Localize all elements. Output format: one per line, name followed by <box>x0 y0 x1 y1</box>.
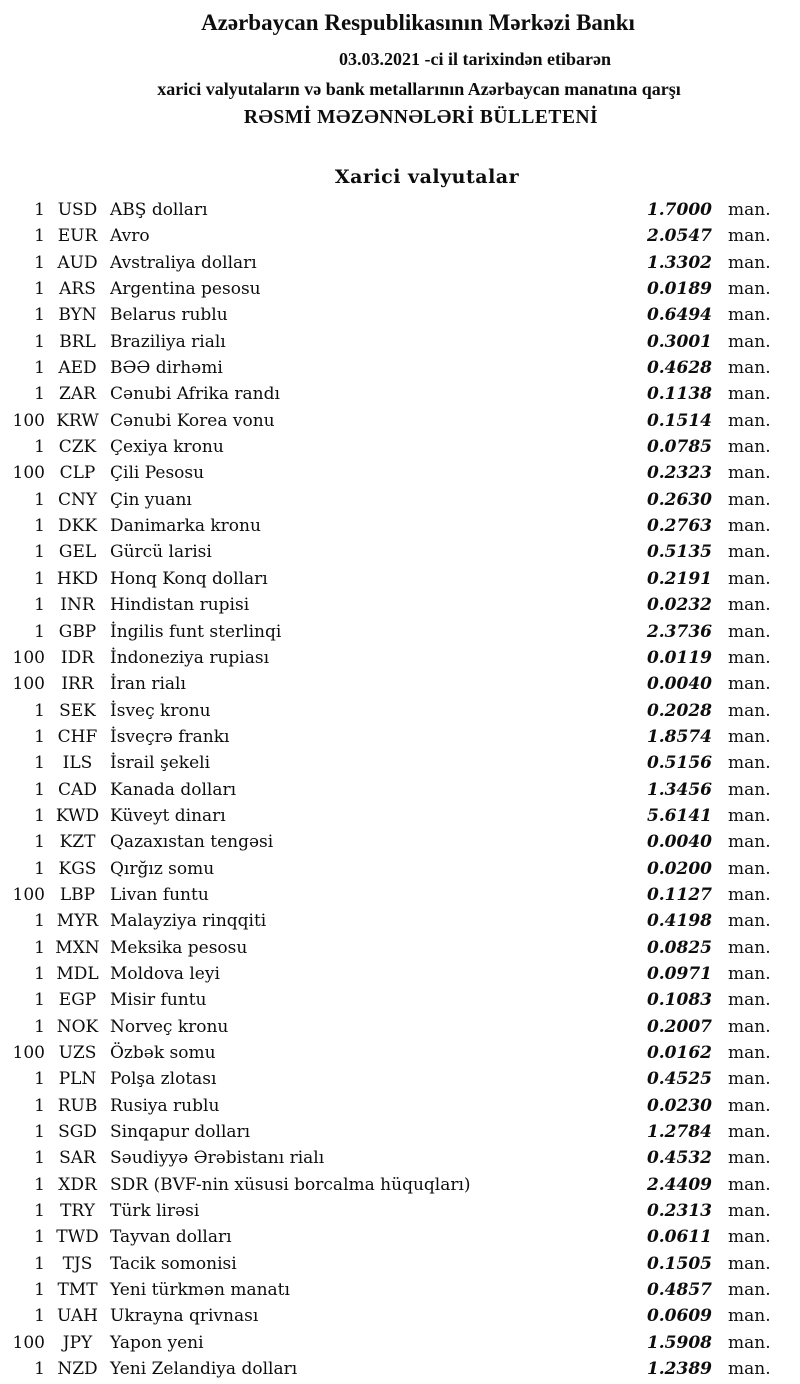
rate-value-cell: 0.4525 <box>646 1069 712 1090</box>
currency-code-cell: GEL <box>58 542 97 563</box>
table-row <box>0 250 800 276</box>
currency-name-cell: Hindistan rupisi <box>110 595 250 616</box>
rate-value-cell: 0.0162 <box>646 1043 712 1063</box>
currency-name-cell: Yeni türkmən manatı <box>110 1280 290 1301</box>
unit-cell: man. <box>728 595 771 616</box>
currency-code-cell: NOK <box>56 1016 99 1037</box>
table-row <box>0 355 800 381</box>
currency-name-cell: Misir funtu <box>110 990 207 1011</box>
currency-code-cell: CHF <box>57 726 98 747</box>
bulletin-title: RƏSMİ MƏZƏNNƏLƏRİ BÜLLETENİ <box>243 107 599 128</box>
quantity-cell: 1 <box>34 779 45 800</box>
currency-code-cell: LBP <box>59 884 96 905</box>
currency-code-cell: TMT <box>57 1280 98 1301</box>
unit-cell: man. <box>728 1280 771 1301</box>
unit-cell: man. <box>728 516 771 537</box>
quantity-cell: 100 <box>12 647 45 668</box>
table-row <box>0 1172 800 1198</box>
unit-cell: man. <box>728 1227 771 1248</box>
quantity-cell: 1 <box>34 911 45 932</box>
unit-cell: man. <box>728 1332 771 1353</box>
currency-name-cell: Argentina pesosu <box>110 279 261 300</box>
currency-name-cell: Malayziya rinqqiti <box>110 911 267 932</box>
rate-value-cell: 0.0040 <box>646 674 712 695</box>
currency-code-cell: IRR <box>61 674 94 695</box>
quantity-cell: 100 <box>12 410 45 431</box>
unit-cell: man. <box>728 252 771 273</box>
currency-code-cell: INR <box>60 595 95 616</box>
quantity-cell: 1 <box>34 331 45 352</box>
quantity-cell: 1 <box>34 963 45 984</box>
currency-name-cell: İran rialı <box>110 674 186 695</box>
table-row <box>0 777 800 803</box>
page-title: Azərbaycan Respublikasının Mərkəzi Bankı <box>201 10 635 35</box>
currency-name-cell: Ukrayna qrivnası <box>110 1306 259 1327</box>
currency-name-cell: Avro <box>110 226 150 247</box>
rate-value-cell: 0.0785 <box>646 437 712 458</box>
rate-value-cell: 0.2313 <box>646 1201 712 1222</box>
table-row <box>0 1198 800 1224</box>
quantity-cell: 1 <box>34 305 45 326</box>
section-title-foreign-currencies: Xarici valyutalar <box>334 166 520 188</box>
quantity-cell: 1 <box>34 990 45 1011</box>
currency-code-cell: KZT <box>59 832 96 853</box>
table-row <box>0 908 800 934</box>
currency-code-cell: CAD <box>58 779 97 800</box>
currency-code-cell: DKK <box>57 516 98 537</box>
rate-value-cell: 1.3456 <box>646 779 712 800</box>
currency-code-cell: UAH <box>57 1306 98 1327</box>
currency-code-cell: XDR <box>58 1174 97 1195</box>
currency-name-cell: Özbək somu <box>110 1043 216 1063</box>
table-row <box>0 197 800 223</box>
unit-cell: man. <box>728 779 771 800</box>
rate-value-cell: 0.0119 <box>646 647 712 668</box>
rate-value-cell: 2.3736 <box>646 621 712 642</box>
currency-name-cell: İsrail şekeli <box>110 753 210 774</box>
table-row <box>0 829 800 855</box>
currency-code-cell: JPY <box>62 1332 93 1353</box>
currency-name-cell: Küveyt dinarı <box>110 805 226 826</box>
unit-cell: man. <box>728 437 771 458</box>
rate-value-cell: 0.2763 <box>646 516 712 537</box>
quantity-cell: 1 <box>34 384 45 405</box>
rate-value-cell: 0.5156 <box>646 753 712 774</box>
currency-code-cell: BYN <box>58 305 97 326</box>
rate-value-cell: 2.0547 <box>646 226 712 247</box>
currency-name-cell: Honq Konq dolları <box>110 568 268 589</box>
unit-cell: man. <box>728 542 771 563</box>
rate-value-cell: 0.0825 <box>646 937 712 958</box>
rate-value-cell: 0.1514 <box>646 410 712 431</box>
unit-cell: man. <box>728 1306 771 1327</box>
rate-value-cell: 1.2784 <box>646 1122 712 1143</box>
currency-code-cell: HKD <box>56 568 99 589</box>
rate-value-cell: 0.0971 <box>646 963 712 984</box>
quantity-cell: 1 <box>34 358 45 379</box>
unit-cell: man. <box>728 647 771 668</box>
quantity-cell: 1 <box>34 1095 45 1116</box>
currency-name-cell: ABŞ dolları <box>110 200 208 220</box>
table-row <box>0 882 800 908</box>
unit-cell: man. <box>728 700 771 721</box>
unit-cell: man. <box>728 726 771 747</box>
quantity-cell: 1 <box>34 1201 45 1222</box>
currency-code-cell: SEK <box>59 700 96 721</box>
currency-name-cell: Kanada dolları <box>110 779 237 800</box>
currency-name-cell: Türk lirəsi <box>110 1201 200 1222</box>
unit-cell: man. <box>728 305 771 326</box>
currency-name-cell: Yapon yeni <box>110 1332 204 1353</box>
quantity-cell: 1 <box>34 1148 45 1169</box>
rate-value-cell: 1.7000 <box>646 200 712 220</box>
currency-code-cell: RUB <box>57 1095 98 1116</box>
unit-cell: man. <box>728 858 771 879</box>
table-row <box>0 856 800 882</box>
quantity-cell: 100 <box>12 1332 45 1353</box>
currency-name-cell: Çili Pesosu <box>110 463 205 484</box>
unit-cell: man. <box>728 990 771 1011</box>
unit-cell: man. <box>728 621 771 642</box>
table-row <box>0 1014 800 1040</box>
quantity-cell: 1 <box>34 279 45 300</box>
quantity-cell: 1 <box>34 1227 45 1248</box>
table-row <box>0 539 800 565</box>
rate-value-cell: 0.0230 <box>646 1095 712 1116</box>
currency-name-cell: BƏƏ dirhəmi <box>110 358 223 379</box>
rate-value-cell: 0.4628 <box>646 358 712 379</box>
table-row <box>0 671 800 697</box>
quantity-cell: 1 <box>34 858 45 879</box>
unit-cell: man. <box>728 1122 771 1143</box>
table-row <box>0 329 800 355</box>
currency-code-cell: TRY <box>60 1201 95 1222</box>
table-row <box>0 1356 800 1382</box>
rate-value-cell: 1.2389 <box>646 1359 712 1380</box>
currency-code-cell: AED <box>58 358 97 379</box>
table-row <box>0 935 800 961</box>
currency-name-cell: Braziliya rialı <box>110 331 226 352</box>
rate-value-cell: 0.2630 <box>646 489 712 510</box>
quantity-cell: 1 <box>34 568 45 589</box>
currency-code-cell: ILS <box>62 753 93 774</box>
currency-name-cell: Cənubi Korea vonu <box>110 410 275 431</box>
exchange-rates-table <box>0 197 800 1382</box>
unit-cell: man. <box>728 911 771 932</box>
currency-name-cell: Norveç kronu <box>110 1016 229 1037</box>
currency-name-cell: İndoneziya rupiası <box>110 647 270 668</box>
rate-value-cell: 0.2191 <box>646 568 712 589</box>
currency-name-cell: Gürcü larisi <box>110 542 212 563</box>
rate-value-cell: 1.3302 <box>646 252 712 273</box>
currency-name-cell: Qazaxıstan tengəsi <box>110 832 274 853</box>
rate-value-cell: 0.1083 <box>646 990 712 1011</box>
currency-name-cell: Danimarka kronu <box>110 516 261 537</box>
currency-name-cell: SDR (BVF-nin xüsusi borcalma hüquqları) <box>110 1174 471 1195</box>
unit-cell: man. <box>728 832 771 853</box>
unit-cell: man. <box>728 279 771 300</box>
quantity-cell: 1 <box>34 832 45 853</box>
currency-name-cell: Cənubi Afrika randı <box>110 384 280 405</box>
table-row <box>0 724 800 750</box>
quantity-cell: 1 <box>34 1016 45 1037</box>
unit-cell: man. <box>728 753 771 774</box>
currency-name-cell: Səudiyyə Ərəbistanı rialı <box>110 1148 325 1169</box>
quantity-cell: 1 <box>34 1122 45 1143</box>
quantity-cell: 1 <box>34 937 45 958</box>
currency-code-cell: KRW <box>56 410 99 431</box>
currency-name-cell: İsveçrə frankı <box>110 726 230 747</box>
rate-value-cell: 0.0200 <box>646 858 712 879</box>
unit-cell: man. <box>728 1069 771 1090</box>
quantity-cell: 1 <box>34 753 45 774</box>
rate-value-cell: 0.4857 <box>646 1280 712 1301</box>
quantity-cell: 1 <box>34 595 45 616</box>
table-row <box>0 987 800 1013</box>
unit-cell: man. <box>728 226 771 247</box>
currency-name-cell: İsveç kronu <box>110 700 211 721</box>
table-row <box>0 381 800 407</box>
rate-value-cell: 0.4198 <box>646 911 712 932</box>
rate-value-cell: 0.6494 <box>646 305 712 326</box>
currency-code-cell: NZD <box>57 1359 98 1380</box>
currency-name-cell: Moldova leyi <box>110 963 220 984</box>
table-row <box>0 961 800 987</box>
currency-code-cell: USD <box>57 200 98 220</box>
quantity-cell: 1 <box>34 1359 45 1380</box>
currency-name-cell: Belarus rublu <box>110 305 228 326</box>
table-row <box>0 592 800 618</box>
unit-cell: man. <box>728 1148 771 1169</box>
currency-code-cell: GBP <box>58 621 97 642</box>
unit-cell: man. <box>728 1201 771 1222</box>
table-row <box>0 513 800 539</box>
quantity-cell: 1 <box>34 1306 45 1327</box>
currency-code-cell: EUR <box>57 226 98 247</box>
currency-name-cell: Sinqapur dolları <box>110 1122 251 1143</box>
table-row <box>0 803 800 829</box>
quantity-cell: 1 <box>34 805 45 826</box>
currency-name-cell: Çin yuanı <box>110 489 192 510</box>
table-row <box>0 1277 800 1303</box>
table-row <box>0 645 800 671</box>
quantity-cell: 1 <box>34 200 45 220</box>
table-row <box>0 1093 800 1119</box>
table-row <box>0 1066 800 1092</box>
table-row <box>0 566 800 592</box>
rate-value-cell: 0.3001 <box>646 331 712 352</box>
rate-value-cell: 2.4409 <box>646 1174 712 1195</box>
quantity-cell: 100 <box>12 674 45 695</box>
rate-value-cell: 0.0609 <box>646 1306 712 1327</box>
table-row <box>0 1145 800 1171</box>
quantity-cell: 1 <box>34 516 45 537</box>
currency-code-cell: ARS <box>59 279 96 300</box>
quantity-cell: 1 <box>34 489 45 510</box>
quantity-cell: 1 <box>34 621 45 642</box>
table-row <box>0 1330 800 1356</box>
currency-code-cell: KGS <box>58 858 97 879</box>
currency-name-cell: Çexiya kronu <box>110 437 224 458</box>
currency-name-cell: Avstraliya dolları <box>110 252 257 273</box>
table-row <box>0 276 800 302</box>
quantity-cell: 1 <box>34 700 45 721</box>
rate-value-cell: 0.0189 <box>646 279 712 300</box>
unit-cell: man. <box>728 1253 771 1274</box>
rate-value-cell: 0.2007 <box>646 1016 712 1037</box>
unit-cell: man. <box>728 937 771 958</box>
rate-value-cell: 0.5135 <box>646 542 712 563</box>
table-row <box>0 619 800 645</box>
rate-value-cell: 0.1505 <box>646 1253 712 1274</box>
currency-code-cell: CNY <box>57 489 98 510</box>
unit-cell: man. <box>728 963 771 984</box>
currency-code-cell: MYR <box>56 911 99 932</box>
unit-cell: man. <box>728 1016 771 1037</box>
currency-name-cell: Polşa zlotası <box>110 1069 217 1090</box>
table-row <box>0 460 800 486</box>
table-row <box>0 302 800 328</box>
unit-cell: man. <box>728 1359 771 1380</box>
currency-name-cell: Yeni Zelandiya dolları <box>110 1359 298 1380</box>
quantity-cell: 1 <box>34 726 45 747</box>
currency-code-cell: TJS <box>62 1253 93 1274</box>
table-row <box>0 1040 800 1066</box>
currency-name-cell: Tacik somonisi <box>110 1253 237 1274</box>
unit-cell: man. <box>728 1174 771 1195</box>
unit-cell: man. <box>728 1095 771 1116</box>
quantity-cell: 100 <box>12 1043 45 1063</box>
table-row <box>0 223 800 249</box>
currency-code-cell: IDR <box>60 647 95 668</box>
unit-cell: man. <box>728 331 771 352</box>
currency-code-cell: AUD <box>57 252 98 273</box>
currency-code-cell: ZAR <box>59 384 96 405</box>
unit-cell: man. <box>728 384 771 405</box>
rate-value-cell: 0.1127 <box>646 884 712 905</box>
table-row <box>0 750 800 776</box>
unit-cell: man. <box>728 489 771 510</box>
rate-value-cell: 0.0611 <box>646 1227 712 1248</box>
rate-value-cell: 0.4532 <box>646 1148 712 1169</box>
currency-name-cell: İngilis funt sterlinqi <box>110 621 282 642</box>
subtitle-line: xarici valyutaların və bank metallarının Azərbaycan manatına qarşı <box>157 79 681 99</box>
currency-code-cell: MXN <box>55 937 100 958</box>
table-row <box>0 1251 800 1277</box>
quantity-cell: 1 <box>34 1253 45 1274</box>
currency-code-cell: CZK <box>58 437 97 458</box>
quantity-cell: 1 <box>34 252 45 273</box>
rate-value-cell: 0.0232 <box>646 595 712 616</box>
unit-cell: man. <box>728 884 771 905</box>
unit-cell: man. <box>728 410 771 431</box>
unit-cell: man. <box>728 358 771 379</box>
rate-value-cell: 1.5908 <box>646 1332 712 1353</box>
rate-value-cell: 5.6141 <box>646 805 712 826</box>
unit-cell: man. <box>728 568 771 589</box>
quantity-cell: 1 <box>34 226 45 247</box>
currency-code-cell: SGD <box>58 1122 97 1143</box>
unit-cell: man. <box>728 1043 771 1063</box>
table-row <box>0 698 800 724</box>
rate-value-cell: 0.1138 <box>646 384 712 405</box>
currency-name-cell: Meksika pesosu <box>110 937 248 958</box>
quantity-cell: 1 <box>34 542 45 563</box>
table-row <box>0 1303 800 1329</box>
currency-code-cell: BRL <box>59 331 96 352</box>
quantity-cell: 100 <box>12 463 45 484</box>
table-row <box>0 487 800 513</box>
currency-name-cell: Qırğız somu <box>110 858 215 879</box>
effective-date-line: 03.03.2021 -ci il tarixindən etibarən <box>339 49 611 69</box>
unit-cell: man. <box>728 805 771 826</box>
unit-cell: man. <box>728 200 771 220</box>
rate-value-cell: 0.2323 <box>646 463 712 484</box>
currency-name-cell: Rusiya rublu <box>110 1095 220 1116</box>
currency-code-cell: CLP <box>59 463 96 484</box>
currency-code-cell: MDL <box>56 963 99 984</box>
quantity-cell: 1 <box>34 1174 45 1195</box>
currency-name-cell: Livan funtu <box>110 884 209 905</box>
quantity-cell: 1 <box>34 1280 45 1301</box>
currency-name-cell: Tayvan dolları <box>110 1227 232 1248</box>
unit-cell: man. <box>728 674 771 695</box>
currency-code-cell: KWD <box>55 805 100 826</box>
quantity-cell: 1 <box>34 437 45 458</box>
currency-code-cell: SAR <box>59 1148 96 1169</box>
unit-cell: man. <box>728 463 771 484</box>
quantity-cell: 100 <box>12 884 45 905</box>
currency-code-cell: UZS <box>58 1043 97 1063</box>
table-row <box>0 434 800 460</box>
rate-value-cell: 0.0040 <box>646 832 712 853</box>
rate-value-cell: 1.8574 <box>646 726 712 747</box>
quantity-cell: 1 <box>34 1069 45 1090</box>
currency-code-cell: PLN <box>58 1069 97 1090</box>
currency-code-cell: EGP <box>58 990 97 1011</box>
table-row <box>0 408 800 434</box>
rate-value-cell: 0.2028 <box>646 700 712 721</box>
table-row <box>0 1119 800 1145</box>
table-row <box>0 1224 800 1250</box>
currency-code-cell: TWD <box>56 1227 99 1248</box>
